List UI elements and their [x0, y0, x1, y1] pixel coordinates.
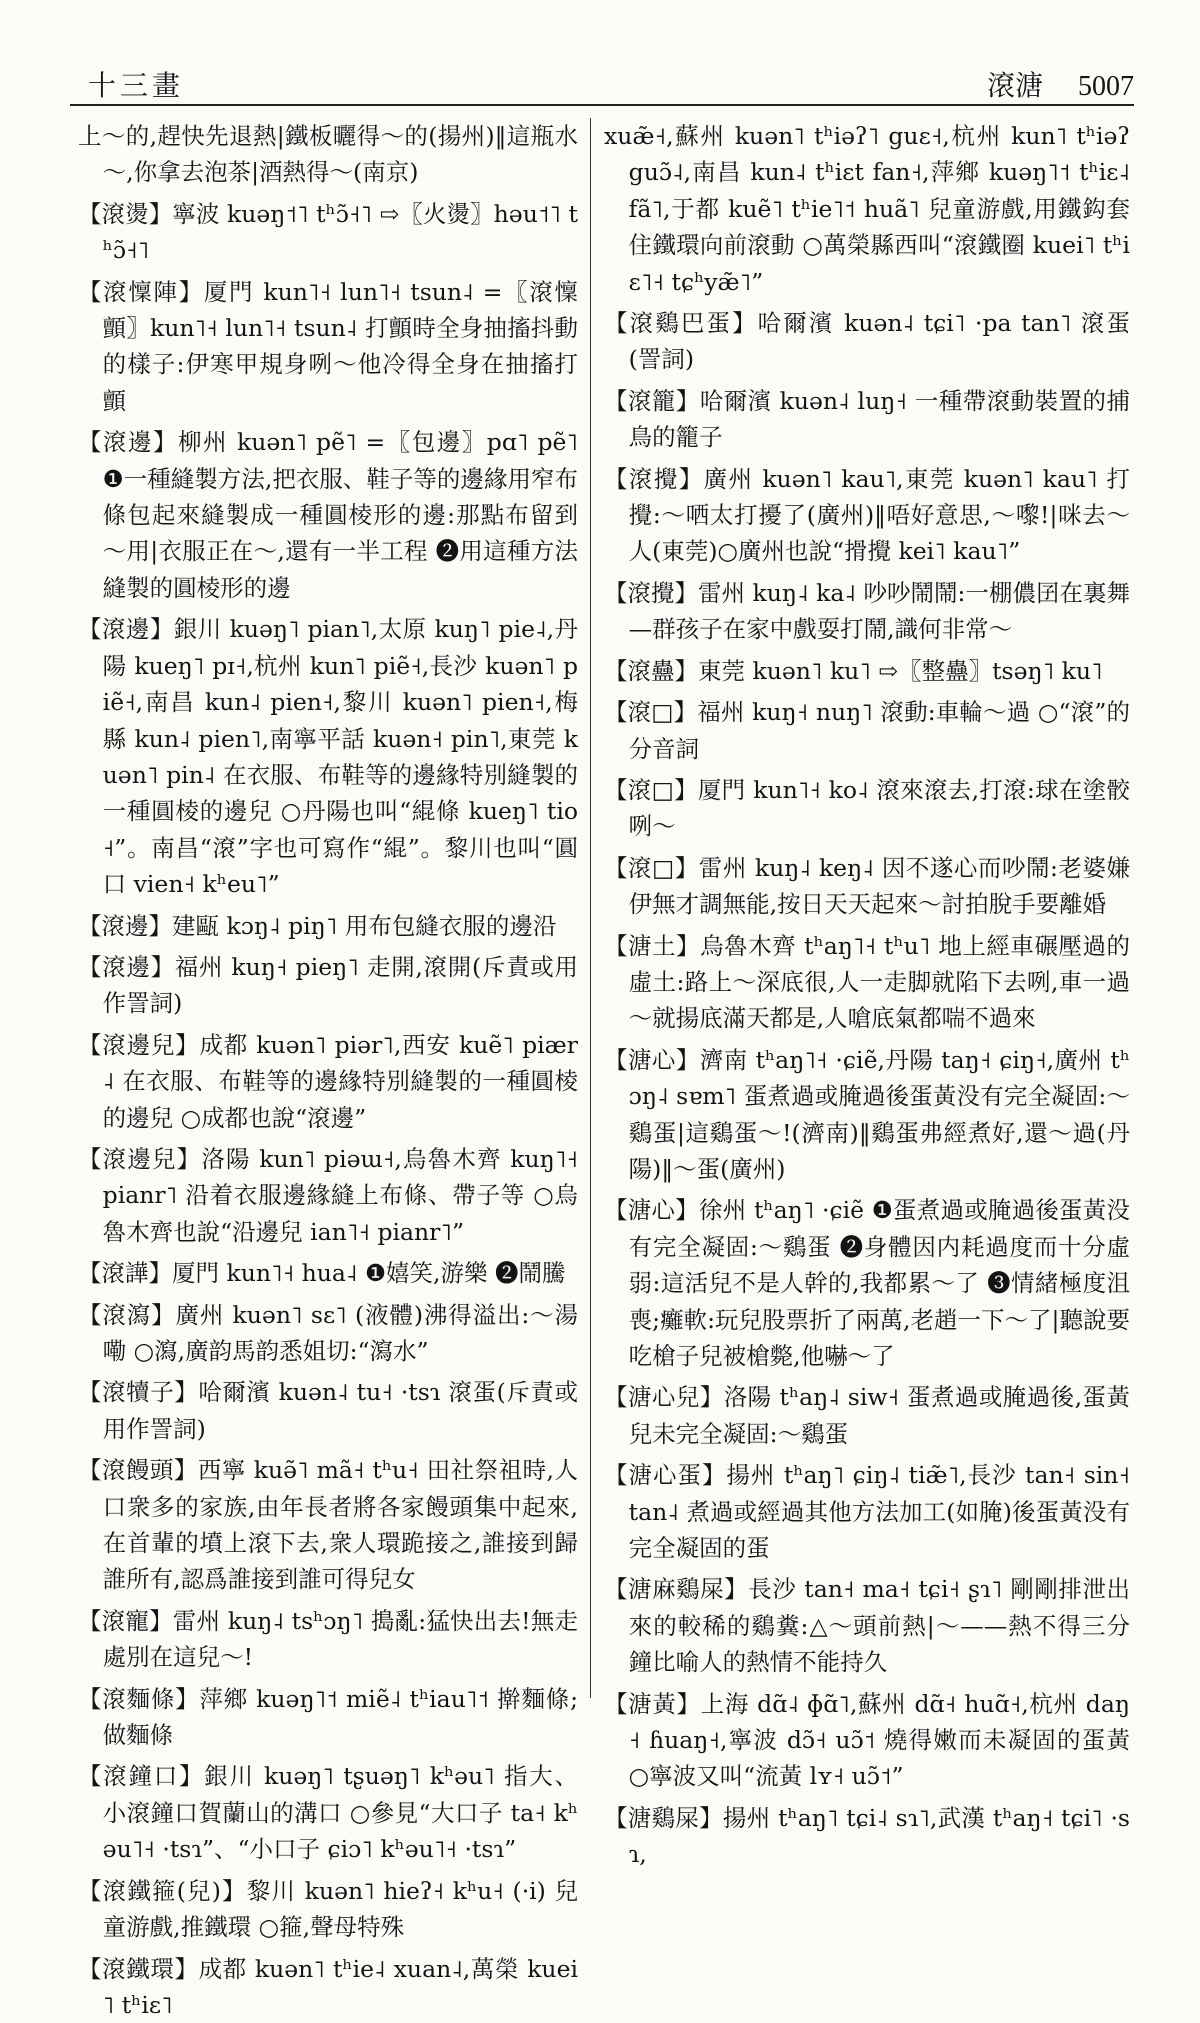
column-divider: [590, 118, 591, 1698]
dictionary-entry: 【滾燙】寧波 kuəŋ˦˥ tʰɔ̃˧˥ ⇨〖火燙〗həu˦˥ tʰɔ̃˧˥: [78, 196, 578, 269]
dictionary-entry: 【溏心兒】洛陽 tʰaŋ˨ siw˧ 蛋煮過或腌過後,蛋黃兒未完全凝固:～鷄蛋: [604, 1379, 1130, 1452]
dictionary-entry: 【溏黃】上海 dɑ̃˨ ɸɑ̃˥,蘇州 dɑ̃˧ huɑ̃˧,杭州 daŋ˧ ɦuaŋ˧,寧波 dɔ̃˧ uɔ̃˦ 燒得嫩而未凝固的蛋黃 ○寧波又叫“流黃 lʏ˧ uɔ̃˦”: [604, 1686, 1130, 1795]
dictionary-entry: 【滾邊】福州 kuŋ˧ pieŋ˥ 走開,滾開(斥責或用作詈詞): [78, 949, 578, 1022]
left-column: [78, 118, 578, 1698]
dictionary-entry: 【滾譁】厦門 kun˥˧ hua˨ ❶嬉笑,游樂 ❷鬧騰: [78, 1255, 578, 1291]
header-rule: [70, 104, 1134, 106]
dictionary-entry: 【溏土】烏魯木齊 tʰaŋ˥˧ tʰu˥ 地上經車碾壓過的虛土:路上～深底很,人一走脚就陷下去咧,車一過～就揚底滿天都是,人嗆底氣都喘不過來: [604, 928, 1130, 1037]
dictionary-entry: 【滾邊兒】洛陽 kun˥ piəɯ˧,烏魯木齊 kuŋ˥˧ pianr˥ 沿着衣服邊緣縫上布條、帶子等 ○烏魯木齊也說“沿邊兒 ian˥˧ pianr˥”: [78, 1141, 578, 1250]
right-column: [604, 118, 1130, 1698]
dictionary-entry: 【滾饅頭】西寧 kuə̃˥ mã˧ tʰu˧ 田社祭祖時,人口衆多的家族,由年長者將各家饅頭集中起來,在首輩的墳上滾下去,衆人環跪接之,誰接到歸誰所有,認爲誰接到誰可得兒女: [78, 1452, 578, 1598]
dictionary-entry: xuæ̃˧,蘇州 kuən˥ tʰiəʔ˥ guɛ˧,杭州 kun˥ tʰiəʔ guɔ̃˨,南昌 kun˨ tʰiɛt fan˧,萍鄉 kuəŋ˥˦ tʰiɛ˨ fã˥,于都 kuẽ˥ tʰie˥˦ huã˥ 兒童游戲,用鐵鈎套住鐵環向前滾動 ○萬榮縣西叫“滾鐵圈 kuei˥ tʰiɛ˥˧ tɕʰyæ̃˥”: [604, 118, 1130, 300]
dictionary-entry: 【滾邊】柳州 kuən˥ pẽ˥ =〖包邊〗pɑ˥ pẽ˥ ❶一種縫製方法,把衣服、鞋子等的邊緣用窄布條包起來縫製成一種圓棱形的邊:那點布留到～用|衣服正在～,還有一半工程 ❷用這種方法縫製的圓棱形的邊: [78, 424, 578, 606]
header-right: [987, 64, 1134, 104]
page-number: 5007: [1078, 71, 1134, 103]
dictionary-entry: 【滾攪】廣州 kuən˥ kau˥,東莞 kuən˥ kau˥ 打攪:～哂太打擾了(廣州)‖唔好意思,～嚟!|咪去～人(東莞)○廣州也說“搰攪 kei˥ kau˥”: [604, 461, 1130, 570]
dictionary-entry: 【滾鷄巴蛋】哈爾濱 kuən˨ tɕi˥ ·pa tan˥ 滾蛋(詈詞): [604, 305, 1130, 378]
dictionary-entry: 【滾□】福州 kuŋ˧ nuŋ˥ 滾動:車輪～過 ○“滾”的分音詞: [604, 694, 1130, 767]
dictionary-entry: 【溏麻鷄屎】長沙 tan˧ ma˧ tɕi˧ ʂɿ˥ 剛剛排泄出來的較稀的鷄糞:△～頭前熱|～——熱不得三分鐘比喻人的熱情不能持久: [604, 1571, 1130, 1680]
dictionary-entry: 【滾犢子】哈爾濱 kuən˨ tu˧ ·tsɿ 滾蛋(斥責或用作詈詞): [78, 1374, 578, 1447]
dictionary-entry: 【滾蠱】東莞 kuən˥ ku˥ ⇨〖整蠱〗tsəŋ˥ ku˥: [604, 653, 1130, 689]
dictionary-entry: 【滾懍陣】厦門 kun˥˧ lun˥˧ tsun˨ =〖滾懍顫〗kun˥˧ lun˥˧ tsun˨ 打顫時全身抽搐抖動的樣子:伊寒甲規身咧～他冷得全身在抽搐打顫: [78, 274, 578, 420]
dictionary-entry: 【滾鐵箍(兒)】黎川 kuən˥ hieʔ˧ kʰu˧ (·i) 兒童游戲,推鐵環 ○箍,聲母特殊: [78, 1873, 578, 1946]
header-guide-chars: 滾溏: [987, 64, 1043, 104]
stroke-section-label: 十三畫: [88, 64, 184, 104]
dictionary-entry: 【滾攪】雷州 kuŋ˨ ka˨ 吵吵鬧鬧:一棚儂囝在裏舞—群孩子在家中戲耍打鬧,識何非常～: [604, 575, 1130, 648]
dictionary-entry: 上～的,趕快先退熱|鐵板曬得～的(揚州)‖這瓶水～,你拿去泡茶|酒熱得～(南京): [78, 118, 578, 191]
dictionary-entry: 【滾寵】雷州 kuŋ˨ tsʰɔŋ˥ 搗亂:猛快出去!無走處別在這兒～!: [78, 1603, 578, 1676]
dictionary-entry: 【溏心】徐州 tʰaŋ˥ ·ɕiẽ ❶蛋煮過或腌過後蛋黃没有完全凝固:～鷄蛋 ❷身體因内耗過度而十分虛弱:這活兒不是人幹的,我都累～了 ❸情緒極度沮喪;癱軟:玩兒股票折了兩萬,老趙一下～了|聽說要吃槍子兒被槍斃,他嚇～了: [604, 1192, 1130, 1374]
dictionary-entry: 【滾瀉】廣州 kuən˥ sɛ˥ (液體)沸得溢出:～湯嘞 ○瀉,廣韵馬韵悉姐切:“瀉水”: [78, 1297, 578, 1370]
dictionary-entry: 【溏鷄屎】揚州 tʰaŋ˥ tɕi˨ sɿ˥,武漢 tʰaŋ˧ tɕi˥ ·sɿ,: [604, 1800, 1130, 1873]
dictionary-entry: 【滾邊】銀川 kuəŋ˥ pian˥,太原 kuŋ˥ pie˨,丹陽 kueŋ˥ pɪ˧,杭州 kun˥ piẽ˧,長沙 kuən˥ piẽ˧,南昌 kun˨ pien˧,黎川 kuən˥ pien˧,梅縣 kun˨ pien˥,南寧平話 kuən˧ pin˥,東莞 kuən˥ pin˨ 在衣服、布鞋等的邊緣特別縫製的一種圓棱的邊兒 ○丹陽也叫“緄條 kueŋ˥ tio˧”。南昌“滾”字也可寫作“緄”。黎川也叫“圓口 vien˧ kʰeu˥”: [78, 611, 578, 902]
dictionary-entry: 【溏心】濟南 tʰaŋ˥˧ ·ɕiẽ,丹陽 taŋ˧ ɕiŋ˧,廣州 tʰɔŋ˨ sɐm˥ 蛋煮過或腌過後蛋黃没有完全凝固:～鷄蛋|這鷄蛋～!(濟南)‖鷄蛋弗經煮好,還～過(丹陽)‖～蛋(廣州): [604, 1042, 1130, 1188]
dictionary-entry: 【滾籠】哈爾濱 kuən˨ luŋ˧ 一種帶滾動裝置的捕鳥的籠子: [604, 383, 1130, 456]
dictionary-entry: 【滾鐵環】成都 kuən˥ tʰie˨ xuan˨,萬榮 kuei˥ tʰiɛ˥: [78, 1951, 578, 2023]
running-header: [70, 64, 1134, 104]
dictionary-entry: 【溏心蛋】揚州 tʰaŋ˥ ɕiŋ˨ tiæ̃˥,長沙 tan˧ sin˧ tan˨ 煮過或經過其他方法加工(如腌)後蛋黃没有完全凝固的蛋: [604, 1457, 1130, 1566]
dictionary-entry: 【滾鐘口】銀川 kuəŋ˥ tʂuəŋ˥ kʰəu˥ 指大、小滾鐘口賀蘭山的溝口 ○參見“大口子 ta˧ kʰəu˥˧ ·tsɿ”、“小口子 ɕiɔ˥ kʰəu˥˧ ·tsɿ”: [78, 1758, 578, 1867]
dictionary-entry: 【滾邊】建甌 kɔŋ˨ piŋ˥ 用布包縫衣服的邊沿: [78, 908, 578, 944]
dictionary-entry: 【滾邊兒】成都 kuən˥ piər˥,西安 kuẽ˥ piær˨ 在衣服、布鞋等的邊緣特別縫製的一種圓棱的邊兒 ○成都也說“滾邊”: [78, 1027, 578, 1136]
dictionary-entry: 【滾麵條】萍鄉 kuəŋ˥˦ miẽ˨ tʰiau˥˦ 擀麵條;做麵條: [78, 1681, 578, 1754]
dictionary-entry: 【滾□】厦門 kun˥˧ ko˨ 滾來滾去,打滾:球在塗骹咧～: [604, 772, 1130, 845]
dictionary-entry: 【滾□】雷州 kuŋ˨ keŋ˨ 因不遂心而吵鬧:老婆嫌伊無才調無能,按日天天起來～討拍脫手要離婚: [604, 850, 1130, 923]
